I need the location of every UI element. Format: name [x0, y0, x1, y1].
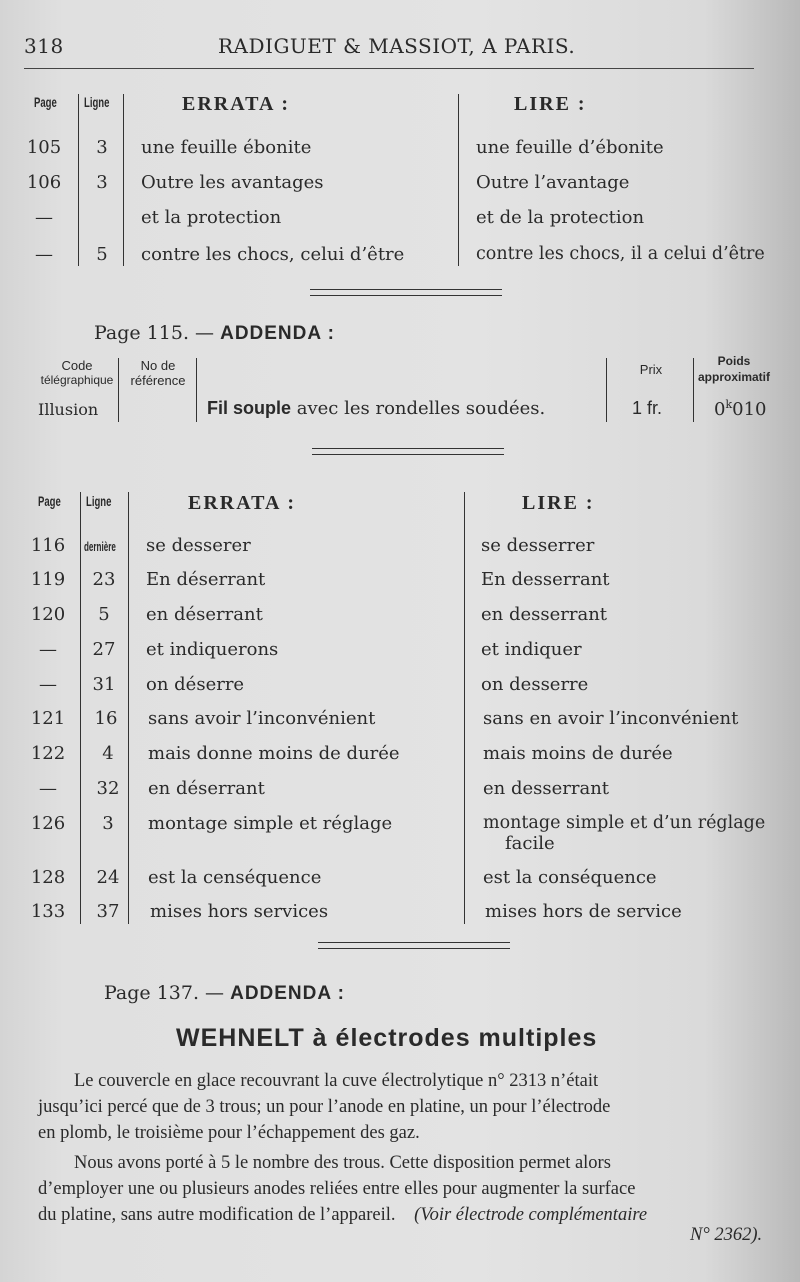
errata-cell: en déserrant: [148, 778, 265, 799]
lire-cell: est la conséquence: [483, 867, 657, 888]
errata-cell: contre les chocs, celui d’être: [141, 244, 405, 265]
col-header-code-2: télégraphique: [40, 373, 114, 387]
errata-cell: Outre les avantages: [141, 172, 324, 193]
paragraph-line: [38, 1202, 647, 1228]
page-cell: —: [35, 244, 53, 265]
errata-cell: montage simple et réglage: [148, 813, 393, 834]
addenda-heading-prefix: Page 137. —: [104, 982, 231, 1004]
page-cell: 128: [30, 867, 66, 888]
paragraph-line: Nous avons porté à 5 le nombre des trous. Cette disposition permet alors: [74, 1153, 611, 1173]
page-number: 318: [24, 34, 64, 58]
column-rule: [458, 94, 459, 266]
line-cell: 23: [92, 569, 116, 590]
col-header-page: Page: [38, 493, 61, 509]
description-rest: avec les rondelles soudées.: [291, 398, 546, 419]
page-cell: —: [39, 639, 57, 660]
addenda-heading-label: ADDENDA :: [220, 323, 335, 344]
col-header-ref: No de: [140, 358, 176, 373]
col-header-lire: LIRE :: [514, 93, 587, 115]
column-rule: [128, 492, 129, 924]
page-cell: 133: [30, 901, 66, 922]
errata-cell: et indiquerons: [146, 639, 279, 660]
page-cell: —: [35, 207, 53, 228]
column-rule: [78, 94, 79, 266]
col-header-poids: Poids: [717, 354, 751, 368]
page-cell: 106: [26, 172, 62, 193]
page-cell: 120: [30, 604, 66, 625]
lire-cell: mises hors de service: [485, 901, 682, 922]
errata-cell: mais donne moins de durée: [148, 743, 400, 764]
errata-cell: est la censéquence: [148, 867, 322, 888]
errata-cell: mises hors services: [150, 901, 329, 922]
addenda-heading: [94, 322, 335, 345]
cross-reference-number: N° 2362).: [690, 1225, 763, 1245]
description-cell: [207, 398, 545, 419]
line-cell: 37: [96, 901, 120, 922]
line-cell: dernière: [84, 539, 116, 554]
paragraph-line: en plomb, le troisième pour l’échappement des gaz.: [38, 1123, 420, 1143]
paragraph-line: jusqu’ici percé que de 3 trous; un pour l’anode en platine, un pour l’électrode: [38, 1097, 611, 1117]
lire-cell: contre les chocs, il a celui d’être: [476, 244, 765, 264]
errata-cell: En déserrant: [146, 569, 266, 590]
section-divider: [310, 289, 502, 296]
errata-cell: et la protection: [141, 207, 282, 228]
lire-cell: et de la protection: [476, 207, 645, 228]
lire-cell: et indiquer: [481, 639, 582, 660]
column-rule: [80, 492, 81, 924]
line-cell: 3: [96, 137, 108, 158]
lire-cell: une feuille d’ébonite: [476, 137, 664, 158]
paragraph-line: Le couvercle en glace recouvrant la cuve électrolytique n° 2313 n’était: [74, 1071, 599, 1091]
line-cell: 5: [98, 604, 110, 625]
section-divider: [318, 942, 510, 949]
line-cell: 5: [96, 244, 108, 265]
article-title: WEHNELT à électrodes multiples: [176, 1024, 598, 1052]
lire-cell: Outre l’avantage: [476, 172, 630, 193]
running-title: RADIGUET & MASSIOT, A PARIS.: [218, 34, 576, 58]
col-header-page: Page: [34, 94, 57, 110]
line-cell: 3: [96, 172, 108, 193]
column-rule: [693, 358, 694, 422]
header-rule: [24, 68, 754, 69]
lire-cell: se desserrer: [481, 535, 595, 556]
paragraph-line: d’employer une ou plusieurs anodes reliées entre elles pour augmenter la surface: [38, 1179, 636, 1199]
lire-cell: sans en avoir l’inconvénient: [483, 708, 739, 729]
lire-cell: montage simple et d’un réglage: [483, 813, 766, 833]
line-cell: 24: [96, 867, 120, 888]
column-rule: [196, 358, 197, 422]
column-rule: [118, 358, 119, 422]
code-cell: Illusion: [38, 400, 99, 419]
description-bold: Fil souple: [207, 398, 292, 418]
line-cell: 27: [92, 639, 116, 660]
line-cell: 31: [92, 674, 116, 695]
col-header-code: Code: [61, 358, 93, 373]
lire-cell: mais moins de durée: [483, 743, 673, 764]
addenda-heading-label: ADDENDA :: [230, 983, 345, 1004]
col-header-lire: LIRE :: [522, 492, 595, 514]
paragraph-text: du platine, sans autre modification de l’appareil.: [38, 1205, 396, 1225]
page-cell: 116: [30, 535, 66, 556]
page-cell: —: [39, 778, 57, 799]
page-cell: 105: [26, 137, 62, 158]
line-cell: 16: [94, 708, 118, 729]
errata-cell: une feuille ébonite: [141, 137, 312, 158]
errata-cell: en déserrant: [146, 604, 263, 625]
errata-cell: sans avoir l’inconvénient: [148, 708, 376, 729]
col-header-line: Ligne: [86, 493, 112, 509]
price-cell: 1 fr.: [632, 398, 663, 418]
line-cell: 32: [96, 778, 120, 799]
lire-cell-continued: facile: [505, 833, 555, 854]
cross-reference: (Voir électrode complémentaire: [414, 1205, 648, 1225]
line-cell: 3: [102, 813, 114, 834]
page-cell: 121: [30, 708, 66, 729]
weight-cell: 0$^k$010: [714, 398, 767, 420]
lire-cell: En desserrant: [481, 569, 610, 590]
col-header-prix: Prix: [639, 362, 663, 377]
errata-cell: on déserre: [146, 674, 245, 695]
page-cell: 126: [30, 813, 66, 834]
col-header-errata: ERRATA :: [182, 93, 291, 115]
lire-cell: en desserrant: [481, 604, 608, 625]
col-header-errata: ERRATA :: [188, 492, 297, 514]
page-cell: 122: [30, 743, 66, 764]
addenda-heading: [104, 982, 345, 1005]
page-cell: 119: [30, 569, 66, 590]
section-divider: [312, 448, 504, 455]
col-header-line: Ligne: [84, 94, 110, 110]
line-cell: 4: [102, 743, 114, 764]
col-header-poids-2: approximatif: [697, 370, 770, 384]
lire-cell: en desserrant: [483, 778, 610, 799]
col-header-ref-2: référence: [130, 373, 186, 388]
page-cell: —: [39, 674, 57, 695]
column-rule: [606, 358, 607, 422]
lire-cell: on desserre: [481, 674, 589, 695]
column-rule: [464, 492, 465, 924]
addenda-heading-prefix: Page 115. —: [94, 322, 221, 344]
column-rule: [123, 94, 124, 266]
errata-cell: se desserer: [146, 535, 251, 556]
